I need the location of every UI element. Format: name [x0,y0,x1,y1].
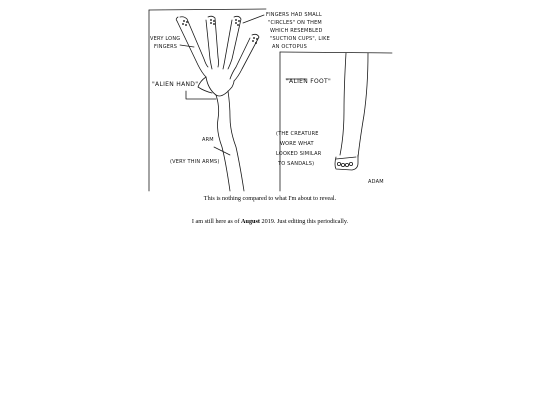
pointer-line [180,45,194,47]
hand-finger [206,20,212,69]
note-long-fingers: FINGERS [154,44,178,50]
hand-finger [234,34,259,81]
note-fingers-line: WHICH RESEMBLED [270,28,323,34]
caption-update-prefix: I am still here as of [191,218,242,225]
frame-line [280,52,392,53]
pointer-line [186,91,216,99]
leg-line [358,53,368,157]
label-arm: ARM [202,137,214,143]
caption-update [0,218,540,226]
note-creature-line: WORE WHAT [280,141,314,147]
leg-line [340,53,346,155]
arm-line [216,95,230,191]
note-fingers-line: "SUCTION CUPS", LIKE [270,36,330,42]
caption-update-suffix: 2019. Just editing this periodically. [259,218,349,225]
note-creature-line: (THE CREATURE [276,131,319,137]
note-fingers-line: FINGERS HAD SMALL [266,12,322,18]
caption-reveal-text: This is nothing compared to what I'm about to reveal. [203,195,337,202]
hand-finger [223,20,232,69]
label-alien-foot: "ALIEN FOOT" [286,78,332,85]
label-alien-hand: "ALIEN HAND" [152,81,199,88]
note-fingers-line: "CIRCLES" ON THEM [268,20,322,26]
signature: ADAM [368,179,384,185]
label-thin-arms: (VERY THIN ARMS) [170,159,220,165]
caption-update-month: August [241,218,260,225]
hand-palm [206,77,234,96]
note-creature-line: LOOKED SIMILAR [276,151,322,157]
frame-line [149,9,266,10]
note-fingers-line: AN OCTOPUS [272,44,308,50]
note-long-fingers: VERY LONG [150,36,181,42]
hand-thumb [198,77,212,93]
pointer-line [243,15,264,23]
hand-finger [180,17,208,67]
hand-finger [176,17,178,21]
sandal-line [336,157,356,159]
alien-sketch-image [146,7,394,193]
arm-line [228,91,244,191]
caption-reveal [0,195,540,203]
note-creature-line: TO SANDALS) [278,161,315,167]
